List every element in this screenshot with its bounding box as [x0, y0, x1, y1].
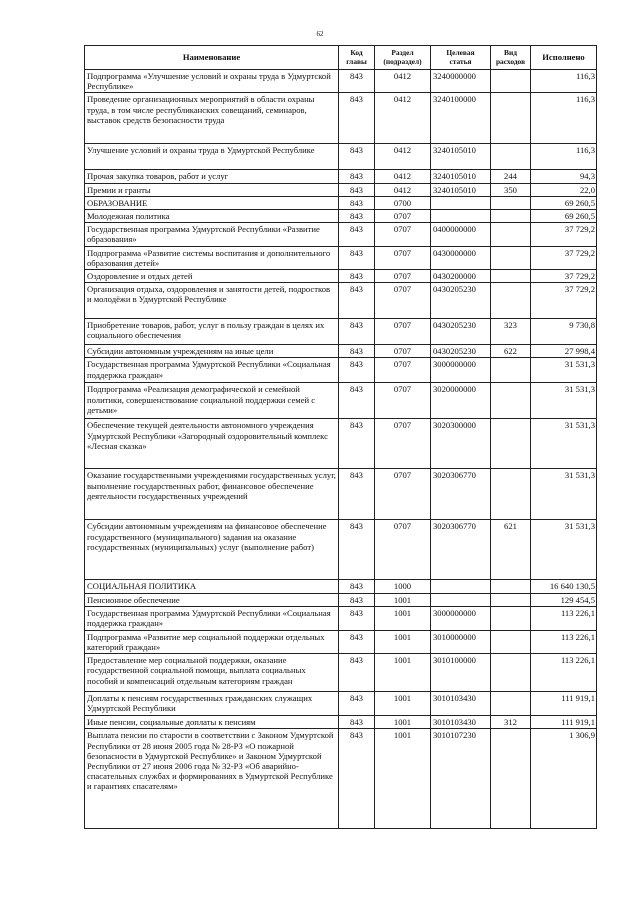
- header-section-line1: Раздел: [391, 47, 414, 57]
- header-target-line2: статья: [449, 56, 472, 66]
- row-section: 1000: [375, 580, 431, 593]
- row-code: 843: [339, 196, 375, 209]
- table-row: [85, 383, 597, 419]
- table-row: [85, 520, 597, 580]
- row-amount: 22,0: [531, 183, 597, 196]
- row-code: 843: [339, 246, 375, 269]
- row-name: СОЦИАЛЬНАЯ ПОЛИТИКА: [85, 580, 339, 593]
- row-target: 3020000000: [431, 383, 491, 419]
- row-code: 843: [339, 716, 375, 729]
- row-expense-type: [491, 210, 531, 223]
- row-name: Обеспечение текущей деятельности автономного учреждения Удмуртской Республики «Загородный оздоровительный комплекс «Лесная сказка»: [85, 419, 339, 469]
- row-target: 3020300000: [431, 419, 491, 469]
- row-name: Государственная программа Удмуртской Республики «Социальная поддержка граждан»: [85, 606, 339, 630]
- row-expense-type: [491, 196, 531, 209]
- row-section: 0707: [375, 270, 431, 283]
- row-section: 0412: [375, 170, 431, 183]
- header-name: Наименование: [85, 46, 339, 70]
- table-row: [85, 654, 597, 692]
- row-target: 0430205230: [431, 345, 491, 358]
- row-expense-type: [491, 93, 531, 144]
- header-target: [431, 46, 491, 70]
- row-target: 3000000000: [431, 606, 491, 630]
- row-name: Оказание государственными учреждениями государственных услуг, выполнение государственных работ, финансовое обеспечение деятельности государственных учреждений: [85, 469, 339, 520]
- row-amount: 9 730,8: [531, 319, 597, 345]
- row-amount: 37 729,2: [531, 246, 597, 269]
- row-code: 843: [339, 593, 375, 606]
- header-section-line2: (подраздел): [383, 56, 422, 66]
- row-target: 3240000000: [431, 70, 491, 93]
- row-expense-type: [491, 270, 531, 283]
- row-name: Предоставление мер социальной поддержки, оказание государственной социальной помощи, выплата социальных пособий и компенсаций отдельным категориям граждан: [85, 654, 339, 692]
- table-row: [85, 283, 597, 319]
- row-code: 843: [339, 729, 375, 829]
- row-name: Молодежная политика: [85, 210, 339, 223]
- row-section: 0707: [375, 283, 431, 319]
- row-name: Премии и гранты: [85, 183, 339, 196]
- row-section: 0707: [375, 319, 431, 345]
- row-name: Доплаты к пенсиям государственных гражданских служащих Удмуртской Республики: [85, 692, 339, 716]
- row-name: Организация отдыха, оздоровления и занятости детей, подростков и молодёжи в Удмуртской Республике: [85, 283, 339, 319]
- row-expense-type: [491, 729, 531, 829]
- row-target: 3020306770: [431, 520, 491, 580]
- table-row: [85, 210, 597, 223]
- row-code: 843: [339, 170, 375, 183]
- row-expense-type: 350: [491, 183, 531, 196]
- table-row: [85, 593, 597, 606]
- row-amount: 111 919,1: [531, 716, 597, 729]
- row-amount: 113 226,1: [531, 630, 597, 653]
- row-name: Оздоровление и отдых детей: [85, 270, 339, 283]
- row-amount: 37 729,2: [531, 270, 597, 283]
- table-row: [85, 223, 597, 246]
- table-row: [85, 606, 597, 630]
- row-name: Прочая закупка товаров, работ и услуг: [85, 170, 339, 183]
- row-code: 843: [339, 520, 375, 580]
- budget-table: [84, 45, 597, 829]
- row-target: 0430205230: [431, 319, 491, 345]
- table-row: [85, 170, 597, 183]
- row-section: 0707: [375, 469, 431, 520]
- row-amount: 1 306,9: [531, 729, 597, 829]
- row-code: 843: [339, 210, 375, 223]
- row-amount: 94,3: [531, 170, 597, 183]
- row-amount: 31 531,3: [531, 469, 597, 520]
- row-target: 0430205230: [431, 283, 491, 319]
- row-section: 1001: [375, 729, 431, 829]
- row-code: 843: [339, 469, 375, 520]
- table-row: [85, 419, 597, 469]
- row-target: 3240105010: [431, 170, 491, 183]
- row-section: 0707: [375, 383, 431, 419]
- row-code: 843: [339, 692, 375, 716]
- row-section: 0412: [375, 93, 431, 144]
- row-expense-type: [491, 692, 531, 716]
- row-section: 0707: [375, 345, 431, 358]
- row-amount: 31 531,3: [531, 419, 597, 469]
- table-row: [85, 469, 597, 520]
- row-name: Улучшение условий и охраны труда в Удмуртской Республике: [85, 144, 339, 170]
- row-name: Подпрограмма «Улучшение условий и охраны труда в Удмуртской Республике»: [85, 70, 339, 93]
- table-row: [85, 580, 597, 593]
- row-amount: 31 531,3: [531, 383, 597, 419]
- row-name: Государственная программа Удмуртской Республики «Развитие образования»: [85, 223, 339, 246]
- header-code-line2: главы: [346, 56, 367, 66]
- header-exp-line1: Вид: [504, 47, 517, 57]
- row-name: ОБРАЗОВАНИЕ: [85, 196, 339, 209]
- table-body: [85, 70, 597, 829]
- row-target: [431, 210, 491, 223]
- row-target: [431, 593, 491, 606]
- row-code: 843: [339, 144, 375, 170]
- row-section: 1001: [375, 593, 431, 606]
- table-row: [85, 345, 597, 358]
- row-expense-type: [491, 630, 531, 653]
- table-row: [85, 692, 597, 716]
- row-section: 0707: [375, 358, 431, 383]
- row-target: [431, 580, 491, 593]
- row-amount: 113 226,1: [531, 606, 597, 630]
- row-amount: 116,3: [531, 93, 597, 144]
- row-name: Иные пенсии, социальные доплаты к пенсиям: [85, 716, 339, 729]
- header-code: [339, 46, 375, 70]
- row-expense-type: [491, 419, 531, 469]
- row-expense-type: [491, 606, 531, 630]
- header-exp-line2: расходов: [495, 56, 526, 66]
- row-amount: 31 531,3: [531, 520, 597, 580]
- row-amount: 113 226,1: [531, 654, 597, 692]
- row-code: 843: [339, 183, 375, 196]
- table-row: [85, 630, 597, 653]
- row-code: 843: [339, 93, 375, 144]
- header-expense-type: [491, 46, 531, 70]
- row-name: Подпрограмма «Развитие мер социальной поддержки отдельных категорий граждан»: [85, 630, 339, 653]
- row-amount: 69 260,5: [531, 210, 597, 223]
- row-code: 843: [339, 654, 375, 692]
- row-target: 3240105010: [431, 183, 491, 196]
- row-section: 1001: [375, 654, 431, 692]
- header-code-line1: Код: [350, 47, 363, 57]
- row-expense-type: 621: [491, 520, 531, 580]
- row-amount: 116,3: [531, 144, 597, 170]
- row-section: 0707: [375, 419, 431, 469]
- row-target: 0430200000: [431, 270, 491, 283]
- table-row: [85, 196, 597, 209]
- row-section: 0707: [375, 246, 431, 269]
- table-row: [85, 246, 597, 269]
- row-expense-type: [491, 223, 531, 246]
- row-section: 0412: [375, 144, 431, 170]
- row-code: 843: [339, 270, 375, 283]
- row-expense-type: 312: [491, 716, 531, 729]
- row-name: Приобретение товаров, работ, услуг в пользу граждан в целях их социального обеспечения: [85, 319, 339, 345]
- row-code: 843: [339, 419, 375, 469]
- row-section: 0700: [375, 196, 431, 209]
- row-section: 1001: [375, 630, 431, 653]
- row-code: 843: [339, 606, 375, 630]
- row-code: 843: [339, 630, 375, 653]
- row-name: Субсидии автономным учреждениям на иные цели: [85, 345, 339, 358]
- row-target: 3010103430: [431, 692, 491, 716]
- row-section: 1001: [375, 606, 431, 630]
- row-section: 1001: [375, 692, 431, 716]
- row-target: 0400000000: [431, 223, 491, 246]
- row-target: 3010000000: [431, 630, 491, 653]
- row-expense-type: [491, 580, 531, 593]
- table-row: [85, 729, 597, 829]
- row-name: Выплата пенсии по старости в соответствии с Законом Удмуртской Республики от 28 июня 2005 года № 28-РЗ «О пожарной безопасности в Удмуртской Республике» и Законом Удмуртской Республики от 27 июня 2006 года № 32-РЗ «Об аварийно-спасательных службах и формированиях в Удмуртской Республике и гарантиях спасателям»: [85, 729, 339, 829]
- row-code: 843: [339, 283, 375, 319]
- row-expense-type: [491, 70, 531, 93]
- row-target: 3240105010: [431, 144, 491, 170]
- row-expense-type: [491, 469, 531, 520]
- row-amount: 69 260,5: [531, 196, 597, 209]
- row-name: Проведение организационных мероприятий в области охраны труда, в том числе республиканских совещаний, семинаров, выставок средств безопасности труда: [85, 93, 339, 144]
- row-code: 843: [339, 70, 375, 93]
- table-header-row: [85, 46, 597, 70]
- row-target: 3010107230: [431, 729, 491, 829]
- row-name: Субсидии автономным учреждениям на финансовое обеспечение государственного (муниципального) задания на оказание государственных (муниципальных) услуг (выполнение работ): [85, 520, 339, 580]
- row-expense-type: [491, 246, 531, 269]
- table-row: [85, 319, 597, 345]
- row-section: 0412: [375, 70, 431, 93]
- row-amount: 31 531,3: [531, 358, 597, 383]
- row-name: Пенсионное обеспечение: [85, 593, 339, 606]
- row-amount: 27 998,4: [531, 345, 597, 358]
- table-row: [85, 183, 597, 196]
- row-section: 0707: [375, 223, 431, 246]
- row-target: 3000000000: [431, 358, 491, 383]
- row-expense-type: [491, 593, 531, 606]
- header-target-line1: Целевая: [446, 47, 475, 57]
- row-code: 843: [339, 383, 375, 419]
- table-row: [85, 716, 597, 729]
- row-code: 843: [339, 319, 375, 345]
- row-expense-type: [491, 654, 531, 692]
- row-target: 3240100000: [431, 93, 491, 144]
- row-amount: 129 454,5: [531, 593, 597, 606]
- row-expense-type: 622: [491, 345, 531, 358]
- row-amount: 111 919,1: [531, 692, 597, 716]
- row-target: [431, 196, 491, 209]
- row-expense-type: [491, 358, 531, 383]
- header-section: [375, 46, 431, 70]
- row-target: 3020306770: [431, 469, 491, 520]
- row-section: 0707: [375, 210, 431, 223]
- table-row: [85, 358, 597, 383]
- page-number: 62: [316, 30, 324, 38]
- row-amount: 37 729,2: [531, 223, 597, 246]
- table-row: [85, 144, 597, 170]
- row-target: 0430000000: [431, 246, 491, 269]
- row-code: 843: [339, 345, 375, 358]
- row-expense-type: 244: [491, 170, 531, 183]
- row-expense-type: 323: [491, 319, 531, 345]
- header-done: Исполнено: [531, 46, 597, 70]
- row-name: Подпрограмма «Реализация демографической и семейной политики, совершенствование социальной поддержки семей с детьми»: [85, 383, 339, 419]
- row-amount: 116,3: [531, 70, 597, 93]
- table-row: [85, 70, 597, 93]
- row-section: 1001: [375, 716, 431, 729]
- row-name: Подпрограмма «Развитие системы воспитания и дополнительного образования детей»: [85, 246, 339, 269]
- row-expense-type: [491, 283, 531, 319]
- row-section: 0707: [375, 520, 431, 580]
- row-amount: 16 640 130,5: [531, 580, 597, 593]
- row-expense-type: [491, 144, 531, 170]
- row-code: 843: [339, 223, 375, 246]
- row-section: 0412: [375, 183, 431, 196]
- row-code: 843: [339, 580, 375, 593]
- row-amount: 37 729,2: [531, 283, 597, 319]
- table-row: [85, 93, 597, 144]
- row-code: 843: [339, 358, 375, 383]
- row-target: 3010103430: [431, 716, 491, 729]
- row-expense-type: [491, 383, 531, 419]
- row-target: 3010100000: [431, 654, 491, 692]
- table-row: [85, 270, 597, 283]
- row-name: Государственная программа Удмуртской Республики «Социальная поддержка граждан»: [85, 358, 339, 383]
